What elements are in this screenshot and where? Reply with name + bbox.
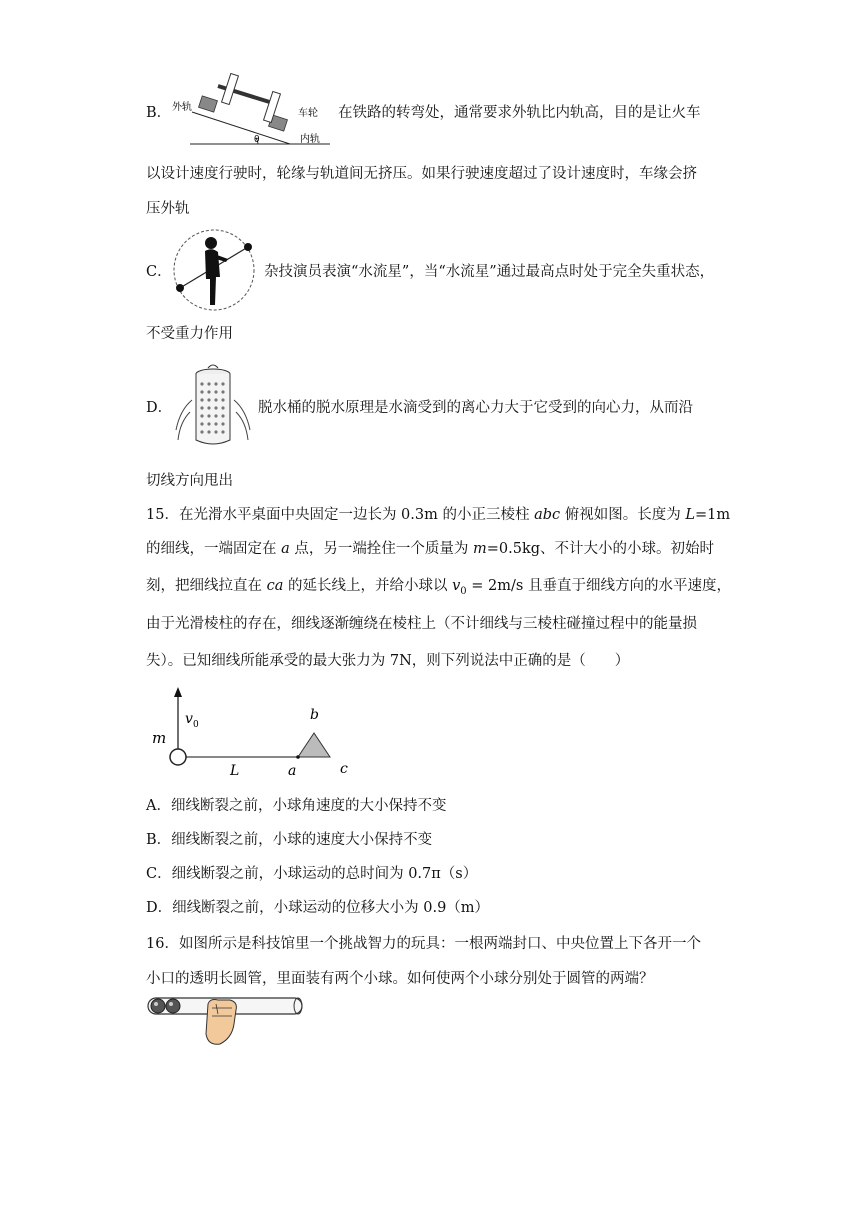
q15-text: 15．在光滑水平桌面中央固定一边长为 0.3m 的小正三棱柱: [146, 507, 535, 523]
q15-text: =1m: [695, 507, 731, 523]
q15-text: = 2m/s 且垂直于细线方向的水平速度，: [466, 578, 731, 594]
option-b-text-3: 压外轨: [146, 201, 190, 217]
spin-dryer-figure: [172, 360, 256, 450]
option-c-text-2: 不受重力作用: [146, 326, 233, 342]
option-c-text-1: 杂技演员表演“水流星”，当“水流星”通过最高点时处于完全失重状态，: [264, 264, 715, 280]
q15-line-5: 失）。已知细线所能承受的最大张力为 7N，则下列说法中正确的是（ ）: [146, 653, 630, 669]
q15-var-ca: ca: [266, 578, 284, 594]
option-b-text-1: 在铁路的转弯处，通常要求外轨比内轨高，目的是让火车: [338, 105, 701, 121]
option-b-text-2: 以设计速度行驶时，轮缘与轨道间无挤压。如果行驶速度超过了设计速度时，车缘会挤: [146, 166, 697, 182]
option-b-letter: B．: [146, 105, 172, 121]
q15-option-d: D．细线断裂之前，小球运动的位移大小为 0.9（m）: [146, 900, 490, 916]
q15-var-abc: abc: [534, 507, 561, 523]
q15-text: 刻，把细线拉直在: [146, 578, 267, 594]
q15-line-4: 由于光滑棱柱的存在，细线逐渐缠绕在棱柱上（不计细线与三棱柱碰撞过程中的能量损: [146, 616, 697, 632]
water-meteor-figure: [168, 225, 260, 313]
q15-var-a: a: [281, 541, 290, 557]
label-L: L: [230, 763, 240, 779]
label-c: c: [340, 761, 348, 777]
label-v: v: [185, 711, 193, 727]
q15-text: 的延长线上，并给小球以: [283, 578, 453, 594]
q15-var-v: v: [452, 578, 461, 594]
q15-option-b: B．细线断裂之前，小球的速度大小保持不变: [146, 832, 433, 848]
q15-var-L: L: [685, 507, 696, 523]
prism-string-figure: [148, 683, 360, 781]
label-b: b: [310, 707, 319, 723]
tube-toy-figure: [146, 994, 308, 1054]
q16-line-2: 小口的透明长圆管，里面装有两个小球。如何使两个小球分别处于圆管的两端？: [146, 971, 654, 987]
q15-option-c: C．细线断裂之前，小球运动的总时间为 0.7π（s）: [146, 866, 478, 882]
outer-rail-label: 外轨: [172, 102, 192, 113]
inner-rail-label: 内轨: [300, 134, 320, 145]
q15-line-1: [146, 503, 730, 524]
option-d-text-2: 切线方向甩出: [146, 473, 233, 489]
q15-line-2: [146, 537, 714, 558]
theta-label: θ: [254, 135, 260, 145]
rail-curve-figure: [170, 72, 332, 148]
option-c-letter: C．: [146, 264, 172, 280]
q15-var-m: m: [472, 541, 487, 557]
q15-option-a: A．细线断裂之前，小球角速度的大小保持不变: [146, 798, 447, 814]
q15-sub-0: 0: [460, 585, 467, 597]
wheel-label: 车轮: [298, 108, 318, 119]
option-d-text-1: 脱水桶的脱水原理是水滴受到的离心力大于它受到的向心力，从而沿: [258, 400, 693, 416]
q15-text: 点，另一端拴住一个质量为: [289, 541, 473, 557]
option-d-letter: D．: [146, 400, 173, 416]
q16-line-1: 16．如图所示是科技馆里一个挑战智力的玩具：一根两端封口、中央位置上下各开一个: [146, 936, 701, 952]
q15-text: =0.5kg、不计大小的小球。初始时: [486, 541, 715, 557]
q15-line-3: [146, 574, 731, 597]
label-v-sub: 0: [193, 720, 199, 730]
label-m: m: [152, 729, 167, 747]
q15-text: 俯视如图。长度为: [560, 507, 686, 523]
label-a: a: [288, 763, 297, 779]
q15-text: 的细线，一端固定在: [146, 541, 282, 557]
